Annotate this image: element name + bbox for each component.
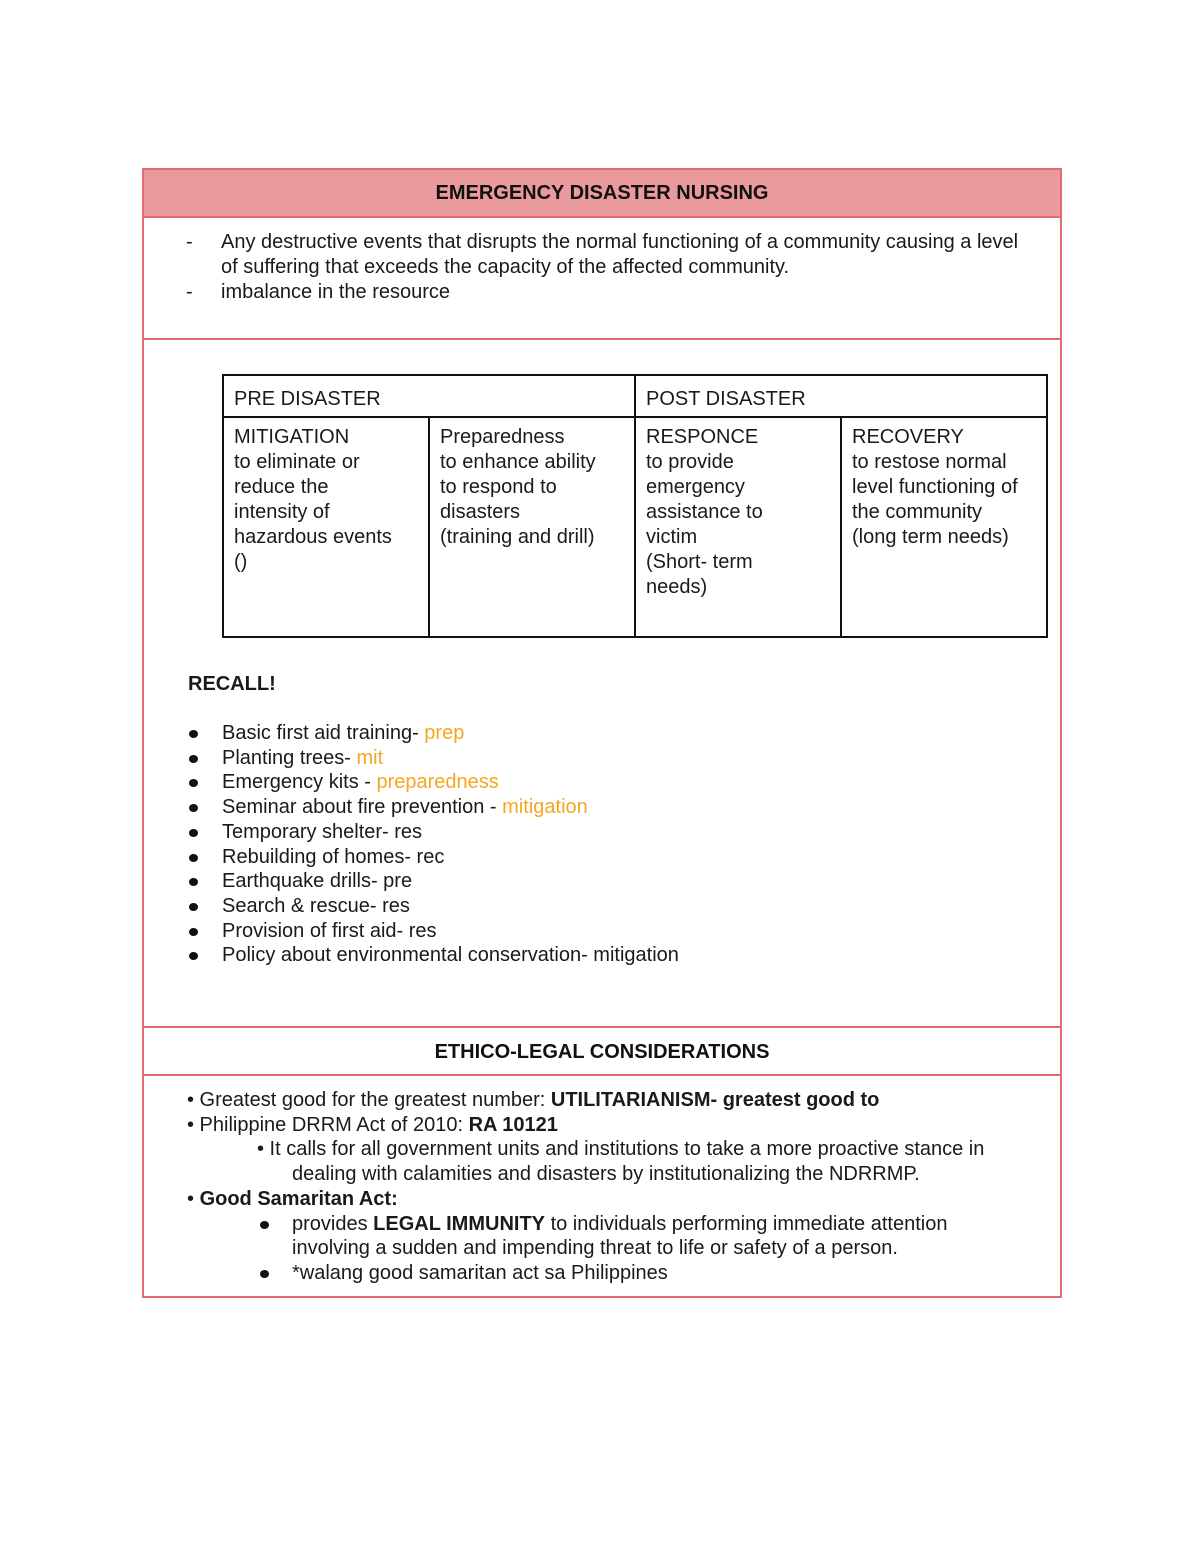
phase-line: emergency	[646, 476, 745, 498]
pre-disaster-header: PRE DISASTER	[223, 375, 635, 417]
phases-section	[144, 340, 1060, 1026]
line-bold: LEGAL IMMUNITY	[373, 1212, 546, 1235]
recall-item	[144, 919, 679, 944]
preparedness-cell	[429, 417, 635, 637]
phase-line: assistance to	[646, 501, 763, 523]
line-text: provides	[292, 1212, 374, 1235]
definition-item	[144, 280, 1040, 305]
phase-line: to enhance ability	[440, 451, 596, 473]
mitigation-cell	[223, 417, 429, 637]
phase-line: ()	[234, 551, 248, 573]
good-samaritan-sub-item	[144, 1212, 1060, 1261]
good-samaritan-sub-item	[144, 1261, 1060, 1286]
bullet-icon	[260, 1221, 269, 1229]
recall-item	[144, 721, 679, 746]
bullet-icon	[189, 829, 198, 837]
utilitarianism-line	[144, 1088, 1060, 1113]
line-text: • Greatest good for the greatest number:	[187, 1089, 551, 1111]
phase-line: (long term needs)	[852, 526, 1009, 548]
recall-text: Temporary shelter- res	[222, 820, 423, 843]
definition-section	[144, 218, 1060, 338]
definition-text: Any destructive events that disrupts the normal functioning of a community causing a level of suffering that exceeds the capacity of the affected community.	[221, 231, 1019, 278]
line-text: • Philippine DRRM Act of 2010:	[187, 1113, 469, 1136]
phase-title: Preparedness	[440, 426, 565, 448]
phase-title: RECOVERY	[852, 426, 964, 448]
drrm-act-line	[144, 1113, 1060, 1138]
dash-marker: -	[186, 281, 193, 303]
definition-list	[144, 218, 1060, 305]
recall-heading: RECALL!	[188, 673, 276, 695]
phase-line: the community	[852, 501, 983, 523]
recall-item	[144, 943, 679, 968]
recovery-cell	[841, 417, 1047, 637]
post-disaster-header: POST DISASTER	[635, 375, 1047, 417]
dash-marker: -	[186, 231, 193, 253]
phase-line: to respond to	[440, 476, 557, 498]
bullet-icon	[189, 804, 198, 812]
bullet-icon	[189, 854, 198, 862]
disaster-phases-table	[222, 374, 1048, 638]
definition-item	[144, 230, 1040, 280]
bullet-icon	[189, 878, 198, 886]
bullet-icon	[189, 730, 198, 738]
line-bold: UTILITARIANISM- greatest good to	[550, 1089, 880, 1111]
recall-text: Seminar about fire prevention -	[222, 796, 503, 819]
recall-answer: preparedness	[376, 771, 499, 794]
phase-line: (training and drill)	[440, 526, 595, 548]
bullet-icon	[260, 1270, 269, 1278]
line-bold: Good Samaritan Act:	[199, 1187, 398, 1210]
recall-text: Rebuilding of homes- rec	[222, 845, 445, 868]
recall-answer: mit	[356, 746, 384, 769]
recall-item	[144, 894, 679, 919]
recall-text: Basic first aid training-	[222, 722, 425, 744]
notes-frame	[142, 168, 1062, 1298]
phase-line: (Short- term	[646, 551, 753, 573]
phase-line: level functioning of	[852, 476, 1018, 498]
recall-text: Planting trees-	[222, 746, 357, 769]
recall-answer: mitigation	[502, 796, 588, 819]
phase-line: hazardous events	[234, 526, 392, 548]
bullet-icon	[189, 779, 198, 787]
bullet-icon	[189, 952, 198, 960]
recall-item	[144, 845, 679, 870]
phase-title: MITIGATION	[234, 426, 350, 448]
bullet-icon	[189, 928, 198, 936]
recall-list	[144, 721, 679, 968]
recall-item	[144, 795, 679, 820]
recall-text: Search & rescue- res	[222, 894, 410, 917]
ethico-legal-section	[144, 1076, 1060, 1296]
phase-line: intensity of	[234, 501, 330, 523]
recall-text: Policy about environmental conservation- mitigation	[222, 944, 679, 967]
phase-line: needs)	[646, 576, 708, 598]
line-text: to individuals performing immediate attention involving a sudden and impending threat to life or safety of a person.	[292, 1212, 948, 1260]
line-text: •	[187, 1187, 200, 1210]
recall-text: Provision of first aid- res	[222, 919, 437, 942]
drrm-detail-line: • It calls for all government units and institutions to take a more proactive stance in	[257, 1138, 985, 1161]
phase-line: to restose normal	[852, 451, 1007, 473]
recall-item	[144, 820, 679, 845]
drrm-detail-line-cont: dealing with calamities and disasters by institutionalizing the NDRRMP.	[292, 1163, 920, 1186]
recall-item	[144, 869, 679, 894]
line-text: *walang good samaritan act sa Philippines	[292, 1261, 668, 1284]
response-cell	[635, 417, 841, 637]
phase-line: disasters	[440, 501, 521, 523]
bullet-icon	[189, 755, 198, 763]
recall-answer: prep	[424, 722, 465, 744]
definition-text: imbalance in the resource	[221, 281, 451, 303]
good-samaritan-line	[144, 1187, 1060, 1212]
phase-line: to provide	[646, 451, 734, 473]
recall-item	[144, 746, 679, 771]
phase-line: reduce the	[234, 476, 329, 498]
recall-item	[144, 770, 679, 795]
bullet-icon	[189, 903, 198, 911]
section-title-emergency-disaster-nursing: EMERGENCY DISASTER NURSING	[144, 170, 1060, 216]
phase-title: RESPONCE	[646, 426, 759, 448]
recall-text: Emergency kits -	[222, 771, 377, 794]
line-bold: RA 10121	[468, 1113, 558, 1136]
phase-line: to eliminate or	[234, 451, 360, 473]
phase-line: victim	[646, 526, 698, 548]
recall-text: Earthquake drills- pre	[222, 870, 413, 893]
section-title-ethico-legal: ETHICO-LEGAL CONSIDERATIONS	[144, 1028, 1060, 1074]
